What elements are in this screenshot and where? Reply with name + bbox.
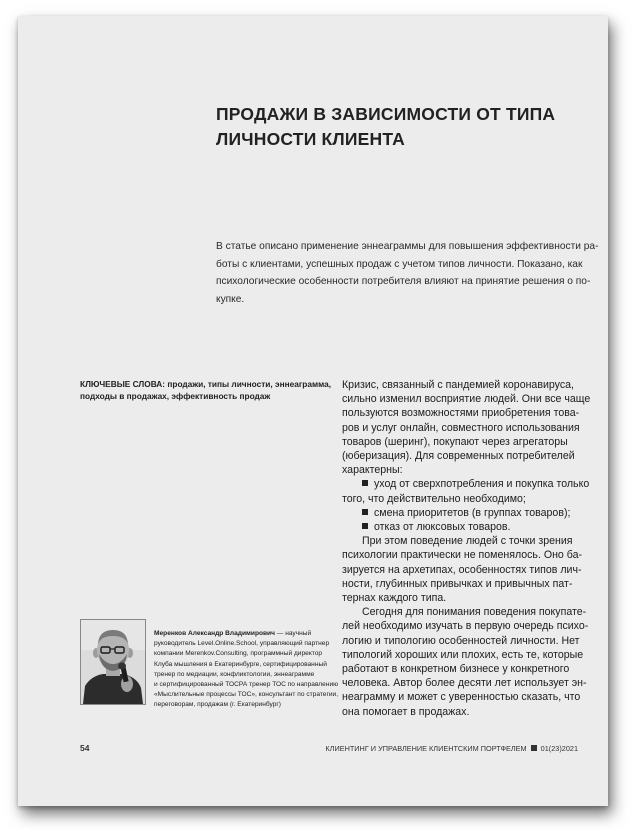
article-title <box>216 102 576 152</box>
article-abstract <box>216 238 599 308</box>
body-line: При этом поведение людей с точки зрения <box>362 535 573 548</box>
body-line: Сегодня для понимания поведения покупате- <box>362 606 587 619</box>
journal-footer <box>325 744 578 753</box>
author-bio-line: переговорам, продажам (г. Екатеринбург) <box>154 701 281 709</box>
body-line: она помогает в продажах. <box>342 705 470 718</box>
body-line: ров и услуг онлайн, совместного использования <box>342 421 580 434</box>
list-item <box>342 506 594 520</box>
keywords-block <box>80 379 332 402</box>
author-bio-line: «Мыслительные процессы ТОС», консультант по стратегии, <box>154 691 339 699</box>
body-line: психологии практически не поменялось. Оно ба- <box>342 549 583 562</box>
body-line: сильно изменил восприятие людей. Они все чаще <box>342 393 591 406</box>
author-bio-line: Клуба мышления в Екатеринбурге, сертифицированный <box>154 660 327 668</box>
body-line: характерны: <box>342 464 403 477</box>
issue-number: 01(23)2021 <box>540 744 578 753</box>
body-line: (юберизация). Для современных потребителей <box>342 450 575 463</box>
body-line: Кризис, связанный с пандемией коронавируса, <box>342 379 574 391</box>
body-line: тернах каждого типа. <box>342 592 447 605</box>
bullet-icon <box>362 509 368 515</box>
keywords-text: продажи, типы личности, эннеаграмма, <box>167 379 332 389</box>
body-line: того, что действительно необходимо; <box>342 492 526 505</box>
list-item <box>342 477 594 491</box>
abstract-line: купке. <box>216 293 245 305</box>
title-line: ПРОДАЖИ В ЗАВИСИМОСТИ ОТ ТИПА <box>216 104 556 124</box>
author-portrait <box>81 620 145 704</box>
list-item-text: отказ от люксовых товаров. <box>374 521 511 534</box>
list-item-text: уход от сверхпотребления и покупка только <box>374 478 590 491</box>
list-item-text: смена приоритетов (в группах товаров); <box>374 506 571 519</box>
author-bio-line: и сертифицированный ТОСРА тренер ТОС по направлению <box>154 681 339 689</box>
page-number: 54 <box>80 743 90 753</box>
keywords-text: подходы в продажах, эффективность продаж <box>80 390 271 401</box>
square-separator-icon <box>531 745 537 751</box>
body-line: логию и типологию особенностей личности. Нет <box>342 634 580 647</box>
abstract-line: В статье описано применение эннеаграммы для повышения эффективности ра- <box>216 241 599 252</box>
article-body <box>342 378 594 719</box>
author-bio-line: компании Merenkov.Consulting, программный директор <box>154 650 323 658</box>
body-line: ности, глубинных привычках и привычных пат- <box>342 577 573 590</box>
author-bio-first: — научный <box>274 630 312 637</box>
bullet-icon <box>362 523 368 529</box>
journal-name: КЛИЕНТИНГ И УПРАВЛЕНИЕ КЛИЕНТСКИМ ПОРТФЕЛЕМ <box>325 744 527 753</box>
abstract-line: психологические особенности потребителя влияют на принятие решения о по- <box>216 276 591 287</box>
author-bio-line: тренер по медиации, конфликтологии, эннеаграмме <box>154 670 315 678</box>
body-line: товаров (шеринг), покупают через агрегаторы <box>342 435 568 448</box>
body-line: лей необходимо изучать в первую очередь психо- <box>342 620 589 633</box>
abstract-line: боты с клиентами, успешных продаж с учетом типов личности. Показано, как <box>216 258 583 270</box>
body-line: неаграмму и может с уверенностью сказать, что <box>342 691 581 704</box>
body-line: пользуются возможностями приобретения това- <box>342 407 580 420</box>
body-line: зируется на архетипах, особенностях типов лич- <box>342 563 582 576</box>
bullet-icon <box>362 480 368 486</box>
author-photo <box>80 619 146 705</box>
journal-page <box>18 16 608 806</box>
body-line: работают в конкретном бизнесе у конкретного <box>342 663 570 676</box>
author-bio-line: руководитель Level.Online.School, управляющий партнер <box>154 640 330 648</box>
author-name: Меренков Александр Владимирович <box>154 630 275 637</box>
body-line: человека. Автор более десяти лет использует эн- <box>342 677 587 690</box>
list-item <box>342 520 594 534</box>
keywords-label: КЛЮЧЕВЫЕ СЛОВА: <box>80 379 166 389</box>
title-line: ЛИЧНОСТИ КЛИЕНТА <box>216 129 406 149</box>
author-bio <box>154 629 339 711</box>
body-line: типологий хороших или плохих, есть те, которые <box>342 648 584 661</box>
